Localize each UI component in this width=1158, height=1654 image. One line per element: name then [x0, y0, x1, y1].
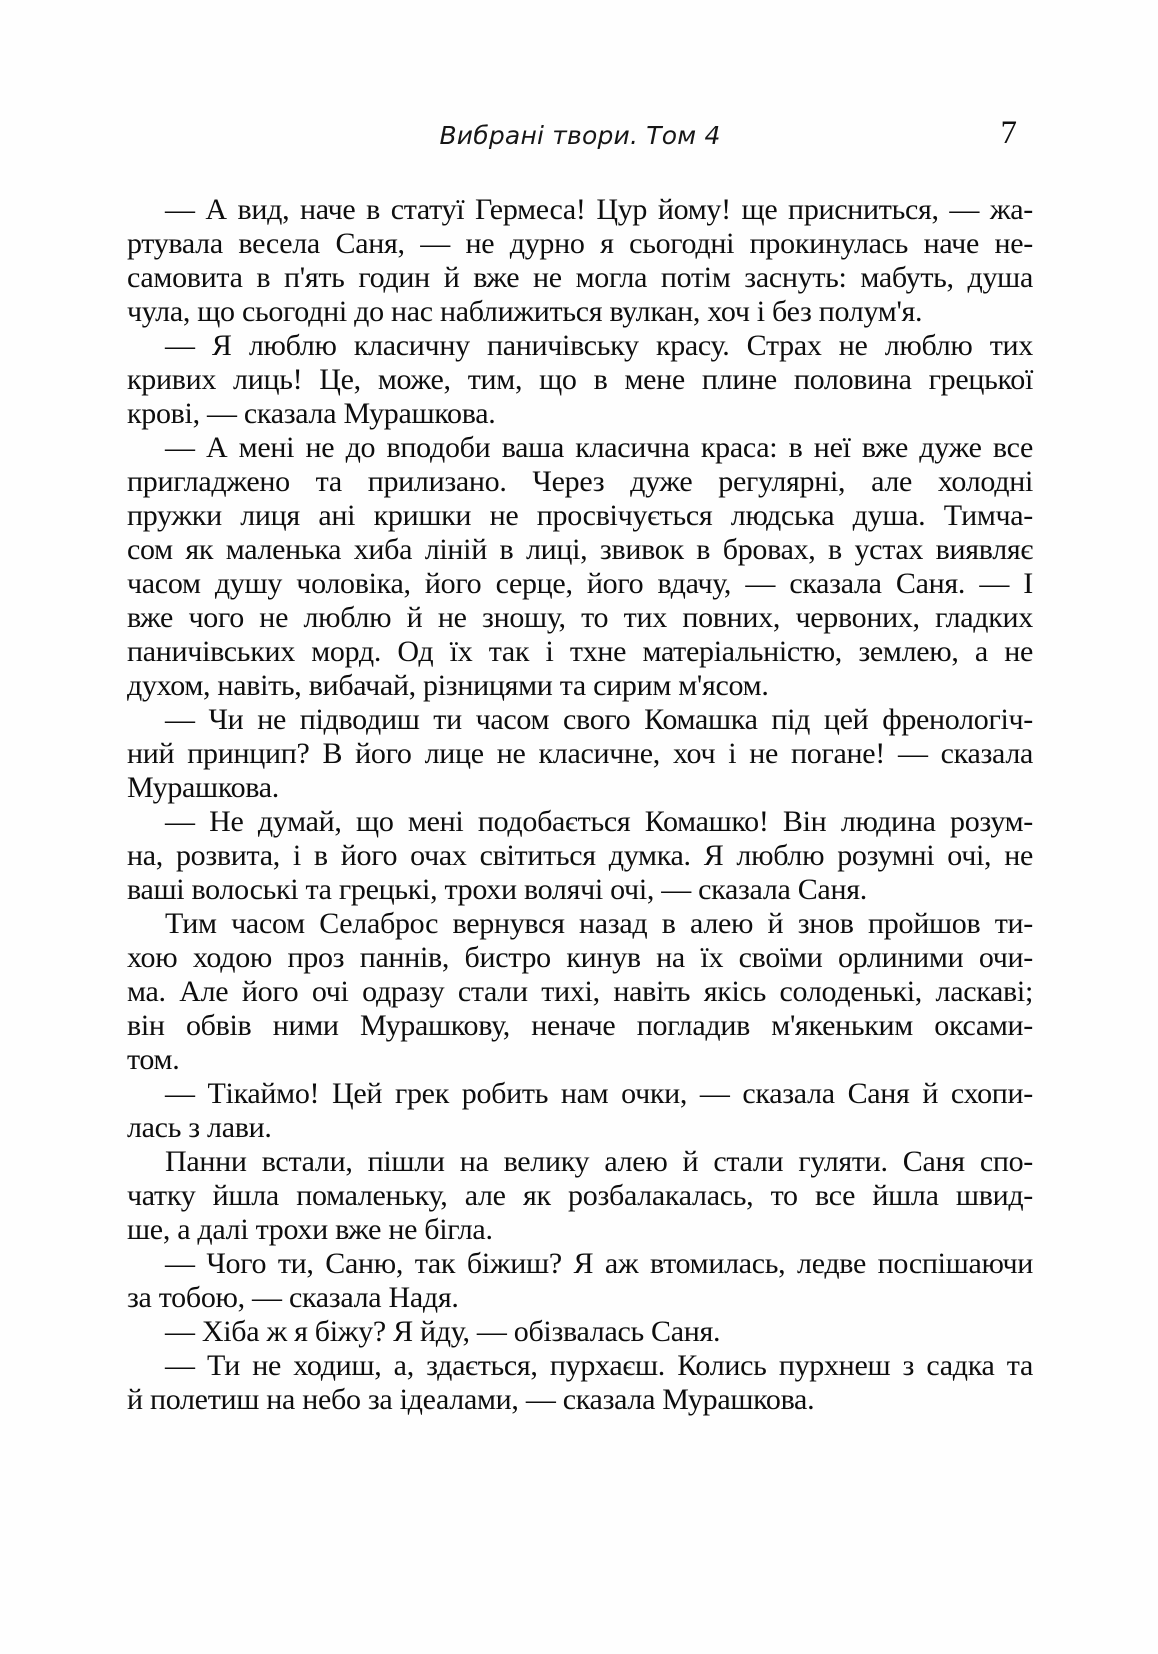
text-line: хою ходою проз паннів, бистро кинув на їх своїми орлиними очи- [127, 941, 1033, 974]
text-line: чатку йшла помаленьку, але як розбалакалась, то все йшла швид- [127, 1179, 1033, 1212]
text-line: паничівських морд. Од їх так і тхне матеріальністю, землею, а не [127, 635, 1033, 668]
paragraph [127, 1077, 1033, 1145]
text-line: вже чого не люблю й не зношу, то тих повних, червоних, гладких [127, 601, 1033, 634]
header-title: Вибрані твори. Том 4 [439, 121, 721, 150]
paragraph [127, 193, 1033, 329]
paragraph [127, 907, 1033, 1077]
paragraph [127, 805, 1033, 907]
paragraph [127, 703, 1033, 805]
text-line: — Чого ти, Саню, так біжиш? Я аж втомилась, ледве поспішаючи [165, 1247, 1033, 1280]
text-line: крові, — сказала Мурашкова. [127, 397, 496, 430]
text-line: — Чи не підводиш ти часом свого Комашка під цей френологіч- [165, 703, 1033, 736]
text-line: він обвів ними Мурашкову, неначе погладив м'якеньким оксами- [127, 1009, 1033, 1042]
text-line: за тобою, — сказала Надя. [127, 1281, 459, 1314]
text-line: — Хіба ж я біжу? Я йду, — обізвалась Саня. [165, 1315, 721, 1348]
text-line: чула, що сьогодні до нас наближиться вулкан, хоч і без полум'я. [127, 295, 923, 328]
text-line: кривих лиць! Це, може, тим, що в мене плине половина грецької [127, 363, 1033, 396]
text-line: ний принцип? В його лице не класичне, хоч і не погане! — сказала [127, 737, 1033, 770]
text-line: Тим часом Селаброс вернувся назад в алею й знов пройшов ти- [165, 907, 1033, 940]
text-line: Панни встали, пішли на велику алею й стали гуляти. Саня спо- [165, 1145, 1033, 1178]
text-line: — Тікаймо! Цей грек робить нам очки, — сказала Саня й схопи- [165, 1077, 1033, 1110]
paragraph [127, 1145, 1033, 1247]
text-line: ртувала весела Саня, — не дурно я сьогодні прокинулась наче не- [127, 227, 1033, 260]
paragraph [127, 431, 1033, 703]
text-line: Мурашкова. [127, 771, 279, 804]
text-line: ше, а далі трохи вже не бігла. [127, 1213, 493, 1246]
paragraph [127, 329, 1033, 431]
text-line: — Ти не ходиш, а, здається, пурхаєш. Колись пурхнеш з садка та [165, 1349, 1033, 1382]
text-line: й полетиш на небо за ідеалами, — сказала Мурашкова. [127, 1383, 815, 1416]
text-line: — Я люблю класичну паничівську красу. Страх не люблю тих [165, 329, 1033, 362]
text-line: — А вид, наче в статуї Гермеса! Цур йому! ще присниться, — жа- [165, 193, 1033, 226]
paragraph [127, 1349, 1033, 1417]
paragraph [127, 1315, 1033, 1349]
text-line: самовита в п'ять годин й вже не могла потім заснуть: мабуть, душа [127, 261, 1033, 294]
text-line: ваші волоські та грецькі, трохи волячі очі, — сказала Саня. [127, 873, 867, 906]
paragraph [127, 1247, 1033, 1315]
page-number: 7 [1000, 115, 1017, 151]
text-line: лась з лави. [127, 1111, 272, 1144]
text-line: пружки лиця ані кришки не просвічується людська душа. Тимча- [127, 499, 1033, 532]
text-line: сом як маленька хиба ліній в лиці, звивок в бровах, в устах виявляє [127, 533, 1033, 566]
text-line: — Не думай, що мені подобається Комашко! Він людина розум- [165, 805, 1033, 838]
text-line: — А мені не до вподоби ваша класична краса: в неї вже дуже все [165, 431, 1033, 464]
text-line: часом душу чоловіка, його серце, його вдачу, — сказала Саня. — І [127, 567, 1033, 600]
text-line: духом, навіть, вибачай, різницями та сирим м'ясом. [127, 669, 769, 702]
text-line: на, розвита, і в його очах світиться думка. Я люблю розумні очі, не [127, 839, 1033, 872]
text-line: пригладжено та прилизано. Через дуже регулярні, але холодні [127, 465, 1033, 498]
text-line: том. [127, 1043, 180, 1076]
text-body [127, 193, 1033, 1417]
text-line: ма. Але його очі одразу стали тихі, навіть якісь солоденькі, ласкаві; [127, 975, 1033, 1008]
